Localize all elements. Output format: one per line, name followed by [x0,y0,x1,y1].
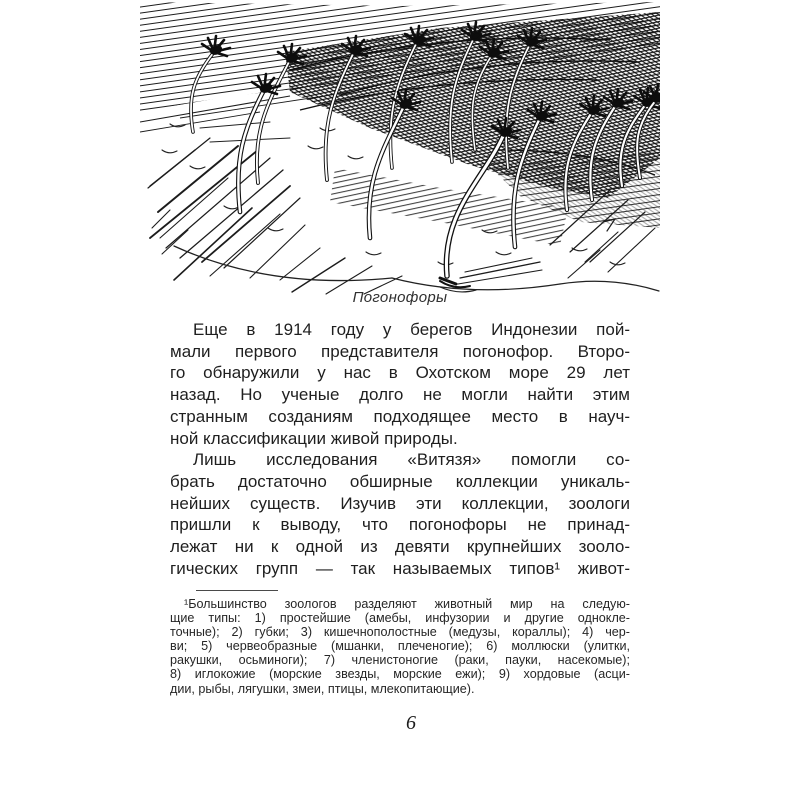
text-line: гических групп — так называемых типов¹ живот- [170,558,630,578]
text-line: брать достаточно обширные коллекции уникаль- [170,471,630,491]
text-line: лежат ни к одной из девяти крупнейших зооло- [170,537,630,557]
text-line: ви; 5) червеобразные (мшанки, плеченогие); 6) моллюски (улитки, [170,639,630,654]
text-line: ракушки, осьминоги); 7) членистоногие (раки, пауки, насекомые); [170,653,630,668]
text-line: нейших существ. Изучив эти коллекции, зоологи [170,493,630,513]
footnote-rule [196,590,278,591]
text-line: Лишь исследования «Витязя» помогли со- [193,450,630,470]
text-line: дии, рыбы, лягушки, змеи, птицы, млекопитающие). [170,681,475,696]
text-line: го обнаружили у нас в Охотском море 29 лет [170,363,630,383]
body-text [170,319,630,579]
footnote-lines [170,597,630,696]
figure-caption: Погонофоры [352,289,448,306]
text-line: ной классификации живой природы. [170,428,458,448]
text-line: ¹Большинство зоологов разделяют животный мир на следую- [184,597,630,611]
text-line: Еще в 1914 году у берегов Индонезии пой- [193,320,630,339]
text-line: 8) иглокожие (морские звезды, морские ежи); 9) хордовые (асци- [170,667,630,682]
footnote [170,590,630,696]
text-line: странным созданиям подходящее место в науч- [170,406,630,426]
paragraph-1 [170,319,630,449]
page-number: 6 [406,712,416,734]
illustration-pogonophora [140,0,660,295]
paragraph-2 [170,449,630,579]
text-line: мали первого представителя погонофор. Второ- [170,341,630,361]
text-line: щие типы: 1) простейшие (амебы, инфузории и другие однокле- [170,611,630,626]
pogonophora-svg [140,0,660,295]
text-line: назад. Но ученые долго не могли найти этим [170,385,630,405]
sand-strokes-left [148,138,305,280]
text-line: пришли к выводу, что погонофоры не принад- [170,515,630,535]
text-line: точные); 2) губки; 3) кишечнополостные (медузы, кораллы); 4) чер- [170,625,630,640]
